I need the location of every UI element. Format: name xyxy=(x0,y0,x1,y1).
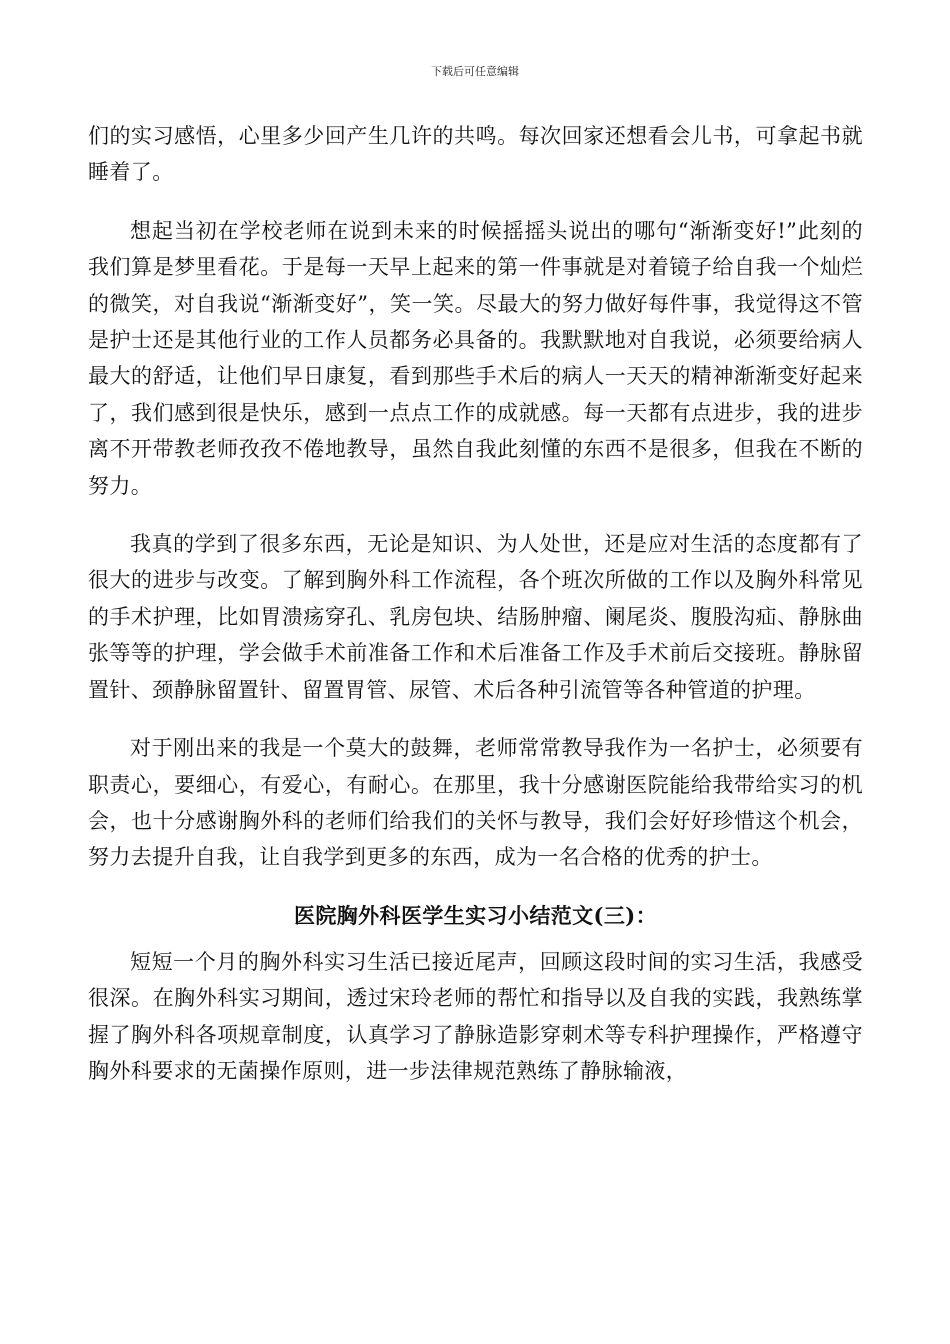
paragraph: 对于刚出来的我是一个莫大的鼓舞，老师常常教导我作为一名护士，必须要有职责心，要细心，有爱心，有耐心。在那里，我十分感谢医院能给我带给实习的机会，也十分感谢胸外科的老师们给我们的关怀与教导，我们会好好珍惜这个机会，努力去提升自我，让自我学到更多的东西，成为一名合格的优秀的护士。 xyxy=(88,736,863,870)
paragraph: 短短一个月的胸外科实习生活已接近尾声，回顾这段时间的实习生活，我感受很深。在胸外科实习期间，透过宋玲老师的帮忙和指导以及自我的实践，我熟练掌握了胸外科各项规章制度，认真学习了静脉造影穿刺术等专科护理操作，严格遵守胸外科要求的无菌操作原则，进一步法律规范熟练了静脉输液， xyxy=(88,949,863,1083)
paragraph-continuation: 们的实习感悟，心里多少回产生几许的共鸣。每次回家还想看会儿书，可拿起书就睡着了。 xyxy=(88,124,863,185)
paragraph: 我真的学到了很多东西，无论是知识、为人处世，还是应对生活的态度都有了很大的进步与改变。了解到胸外科工作流程，各个班次所做的工作以及胸外科常见的手术护理，比如胃溃疡穿孔、乳房包块、结肠肿瘤、阑尾炎、腹股沟疝、静脉曲张等等的护理，学会做手术前准备工作和术后准备工作及手术前后交接班。静脉留置针、颈静脉留置针、留置胃管、尿管、术后各种引流管等各种管道的护理。 xyxy=(88,532,863,702)
section-heading: 医院胸外科医学生实习小结范文(三)： xyxy=(293,902,658,928)
paragraph: 想起当初在学校老师在说到未来的时候摇摇头说出的哪句“渐渐变好!”此刻的我们算是梦里看花。于是每一天早上起来的第一件事就是对着镜子给自我一个灿烂的微笑，对自我说“渐渐变好”，笑一笑。尽最大的努力做好每件事，我觉得这不管是护士还是其他行业的工作人员都务必具备的。我默默地对自我说，必须要给病人最大的舒适，让他们早日康复，看到那些手术后的病人一天天的精神渐渐变好起来了，我们感到很是快乐，感到一点点工作的成就感。每一天都有点进步，我的进步离不开带教老师孜孜不倦地教导，虽然自我此刻懂的东西不是很多，但我在不断的努力。 xyxy=(88,218,863,498)
page-header: 下载后可任意编辑 xyxy=(431,65,519,78)
document-body xyxy=(88,118,863,1089)
